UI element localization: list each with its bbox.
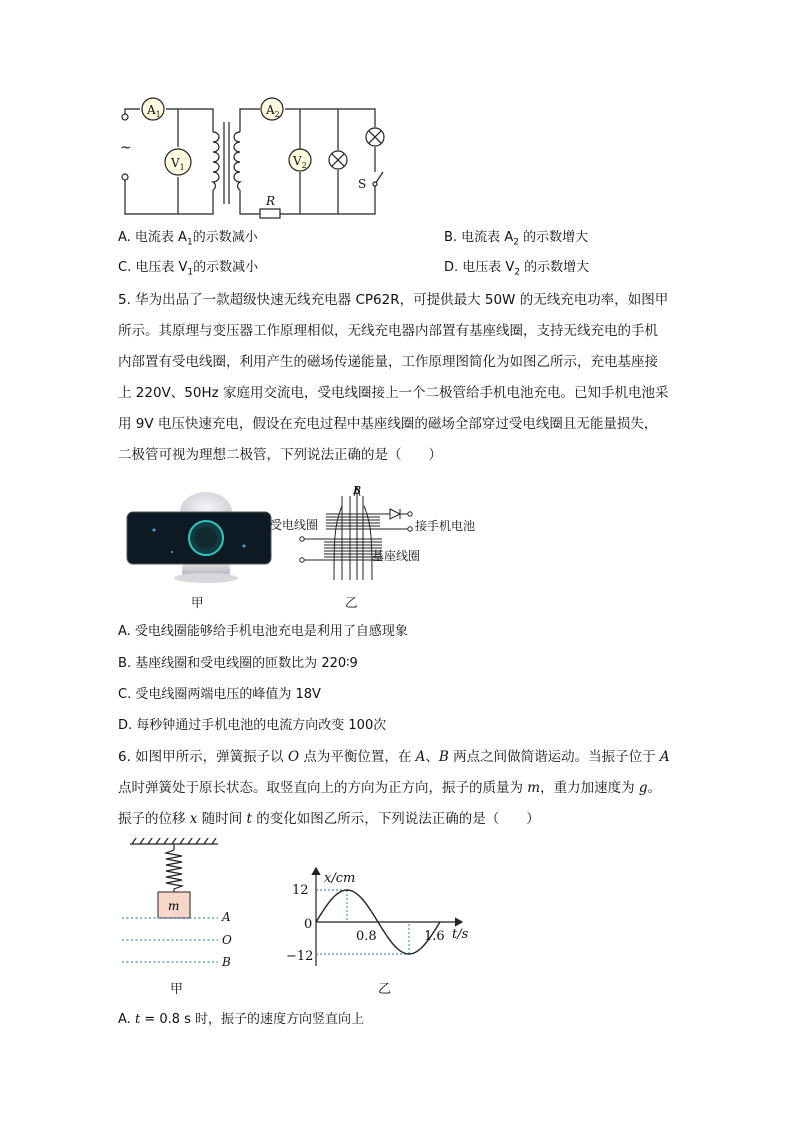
level-a-label: A bbox=[222, 910, 231, 924]
q6-l1-d: 两点之间做简谐运动。当振子位于 bbox=[448, 749, 660, 765]
wireless-charger-photo bbox=[124, 490, 274, 588]
q4-option-a-post: 的示数减小 bbox=[192, 230, 258, 245]
q6-line-1 bbox=[118, 747, 670, 767]
q6-l2-a: 点时弹簧处于原长状态。取竖直向上的方向为正方向，振子的质量为 bbox=[118, 780, 528, 796]
level-b-label: B bbox=[222, 955, 231, 969]
fig6-jia-label: 甲 bbox=[170, 982, 184, 997]
q4-option-b-pre: B. 电流表 A bbox=[444, 230, 514, 245]
q4-option-c[interactable] bbox=[118, 258, 258, 283]
q6-line-2 bbox=[118, 778, 661, 798]
q6-l1-o: O bbox=[287, 749, 300, 765]
q6-l3-b: 随时间 bbox=[197, 811, 247, 827]
q4-option-b-post: 的示数增大 bbox=[518, 230, 589, 245]
secondary-coil bbox=[234, 132, 240, 190]
q6-l1-b: 点为平衡位置，在 bbox=[299, 749, 416, 765]
q5-line-5: 用 9V 电压快速充电，假设在充电过程中基座线圈的磁场全部穿过受电线圈且无能量损失， bbox=[118, 416, 658, 432]
spring bbox=[166, 850, 182, 892]
q4-option-c-sub: 1 bbox=[187, 267, 194, 278]
q6-l3-c: 的变化如图乙所示，下列说法正确的是（ ） bbox=[251, 811, 540, 827]
q4-option-d-sub: 2 bbox=[514, 267, 521, 278]
q6-l1-B: B bbox=[438, 749, 449, 765]
receive-coil-windings bbox=[326, 514, 380, 529]
q5-option-d[interactable]: D. 每秒钟通过手机电池的电流方向改变 100次 bbox=[118, 718, 387, 733]
v2-sub: 2 bbox=[301, 161, 307, 170]
spring-oscillator-diagram bbox=[118, 838, 248, 972]
chart-xtick-1-6: 1.6 bbox=[424, 929, 445, 944]
q5-line-3: 内部置有受电线圈，利用产生的磁场传递能量，工作原理图简化为如图乙所示，充电基座接 bbox=[118, 354, 658, 370]
a1-sub: 1 bbox=[155, 110, 161, 119]
q5-line-2: 所示。其原理与变压器工作原理相似，无线充电器内部置有基座线圈，支持无线充电的手机 bbox=[118, 323, 658, 339]
v2-label: V bbox=[293, 154, 302, 168]
switch-label: S bbox=[358, 177, 367, 191]
q6-option-a-post: = 0.8 s 时，振子的速度方向竖直向上 bbox=[140, 1012, 365, 1027]
chart-ytick-0: 0 bbox=[304, 917, 313, 932]
battery-label: 接手机电池 bbox=[415, 519, 476, 533]
q5-option-b[interactable]: B. 基座线圈和受电线圈的匝数比为 220∶9 bbox=[118, 656, 358, 671]
chart-y-label: x/cm bbox=[324, 871, 356, 886]
displacement-time-chart bbox=[280, 862, 480, 972]
q6-l2-m: m bbox=[527, 780, 541, 796]
q6-option-a-t: t bbox=[134, 1012, 141, 1027]
q5-line-1: 5. 华为出品了一款超级快速无线充电器 CP62R，可提供最大 50W 的无线充电功率，如图甲 bbox=[118, 292, 669, 308]
field-b-label: B bbox=[353, 484, 362, 497]
q6-l3-x: x bbox=[189, 811, 198, 827]
q5-option-c[interactable]: C. 受电线圈两端电压的峰值为 18V bbox=[118, 687, 321, 702]
receive-coil-label: 受电线圈 bbox=[270, 518, 319, 532]
base-coil-label: 基座线圈 bbox=[372, 549, 421, 563]
transformer-circuit-diagram bbox=[110, 92, 400, 222]
ac-terminal-top bbox=[122, 114, 128, 120]
q4-option-d[interactable] bbox=[444, 258, 589, 283]
chart-xtick-0-8: 0.8 bbox=[356, 929, 377, 944]
q5-line-6: 二极管可视为理想二极管，下列说法正确的是（ ） bbox=[118, 447, 442, 463]
q6-l3-a: 振子的位移 bbox=[118, 811, 190, 827]
v1-sub: 1 bbox=[179, 163, 185, 172]
q6-option-a[interactable] bbox=[118, 1010, 364, 1030]
q6-l2-b: ，重力加速度为 bbox=[540, 780, 639, 796]
chart-ytick-12: 12 bbox=[292, 883, 309, 898]
q5-option-a[interactable]: A. 受电线圈能够给手机电池充电是利用了自感现象 bbox=[118, 624, 408, 639]
q4-option-a-sub: 1 bbox=[186, 237, 193, 248]
fig6-yi-label: 乙 bbox=[378, 982, 392, 997]
q6-l1-a: 6. 如图甲所示，弹簧振子以 bbox=[118, 749, 288, 765]
q6-line-3 bbox=[118, 809, 540, 829]
fig5-yi-label: 乙 bbox=[345, 595, 358, 610]
resistor-r bbox=[260, 209, 280, 218]
fig5-jia-label: 甲 bbox=[191, 595, 204, 610]
a2-sub: 2 bbox=[274, 110, 280, 119]
q6-l2-c: 。 bbox=[647, 780, 662, 796]
q6-l1-c: 、 bbox=[425, 749, 439, 765]
q6-l1-A2: A bbox=[659, 749, 670, 765]
q4-option-d-post: 的示数增大 bbox=[520, 260, 590, 275]
primary-coil bbox=[213, 132, 219, 190]
q5-line-4: 上 220V、50Hz 家庭用交流电，受电线圈接上一个二极管给手机电池充电。已知手机电池采 bbox=[118, 385, 669, 401]
q4-option-b-sub: 2 bbox=[513, 237, 519, 248]
diode bbox=[390, 509, 400, 519]
q6-option-a-pre: A. bbox=[118, 1012, 135, 1027]
a2-label: A bbox=[266, 103, 275, 117]
q4-option-d-pre: D. 电压表 V bbox=[444, 260, 515, 275]
ceiling-hatch bbox=[132, 838, 216, 844]
q6-l1-A: A bbox=[415, 749, 426, 765]
resistor-label: R bbox=[266, 194, 276, 208]
a1-label: A bbox=[147, 103, 156, 117]
chart-ytick-neg12: −12 bbox=[286, 949, 314, 964]
q4-option-c-pre: C. 电压表 V bbox=[118, 260, 188, 275]
q6-l2-g: g bbox=[638, 780, 648, 796]
chart-x-label: t/s bbox=[452, 927, 469, 942]
level-o-label: O bbox=[222, 933, 232, 947]
q4-option-a-pre: A. 电流表 A bbox=[118, 230, 187, 245]
q4-option-b[interactable] bbox=[444, 228, 588, 253]
mass-label: m bbox=[168, 899, 180, 913]
q4-option-c-post: 的示数减小 bbox=[193, 260, 259, 275]
q6-l3-t: t bbox=[246, 811, 252, 827]
v1-label: V bbox=[171, 156, 180, 170]
q4-option-a[interactable] bbox=[118, 228, 258, 253]
ac-source-symbol: ~ bbox=[120, 140, 132, 156]
ac-terminal-bottom bbox=[122, 174, 128, 180]
